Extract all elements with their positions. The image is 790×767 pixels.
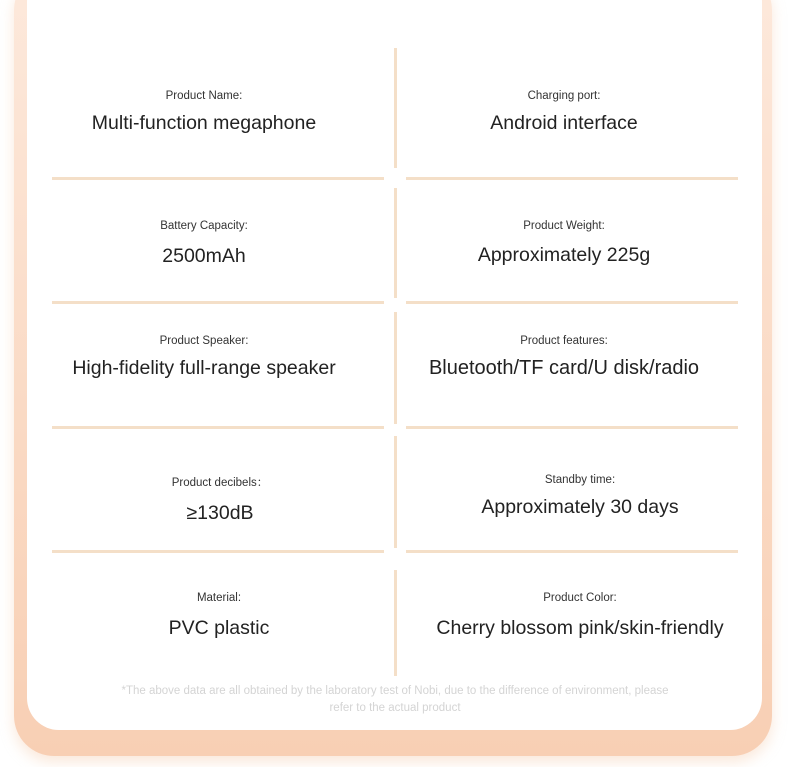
spec-product-decibels [50,474,390,525]
spec-charging-port [394,90,734,135]
spec-value: ≥130dB [186,502,254,524]
row-divider [52,550,384,553]
spec-value: Bluetooth/TF card/U disk/radio [428,357,700,379]
spec-value: Multi-function megaphone [91,112,317,134]
spec-label: Product Weight: [523,220,605,232]
row-divider [52,177,384,180]
spec-battery-capacity [34,220,374,268]
spec-label: Product Name: [165,90,243,102]
row-divider [52,426,384,429]
row-divider [52,301,384,304]
spec-value: High-fidelity full-range speaker [72,357,336,379]
spec-material [49,592,389,640]
row-divider [406,426,738,429]
spec-product-color [410,592,750,640]
spec-product-weight [394,220,734,267]
spec-label: Standby time: [544,474,616,486]
disclaimer-note: *The above data are all obtained by the laboratory test of Nobi, due to the difference of environment, please refer to the actual product [121,685,669,714]
row-divider [406,301,738,304]
column-divider [394,436,397,548]
spec-label: Battery Capacity: [160,220,248,232]
spec-label: Material: [196,592,242,604]
row-divider [406,177,738,180]
spec-value: Cherry blossom pink/skin-friendly [436,617,724,639]
spec-value: Android interface [490,112,638,134]
spec-label: Charging port: [527,90,601,102]
spec-value: Approximately 30 days [481,496,679,518]
spec-label: Product decibels： [171,477,269,489]
spec-label: Product Speaker: [159,335,249,347]
column-divider [394,570,397,676]
spec-product-speaker [34,335,374,380]
spec-product-features [394,335,734,380]
spec-product-name [34,90,374,135]
spec-value: PVC plastic [168,617,270,639]
spec-value: Approximately 225g [477,244,651,266]
spec-label: Product Color: [543,592,617,604]
spec-label: Product features: [520,335,608,347]
spec-standby-time [410,474,750,519]
spec-value: 2500mAh [162,245,246,267]
row-divider [406,550,738,553]
